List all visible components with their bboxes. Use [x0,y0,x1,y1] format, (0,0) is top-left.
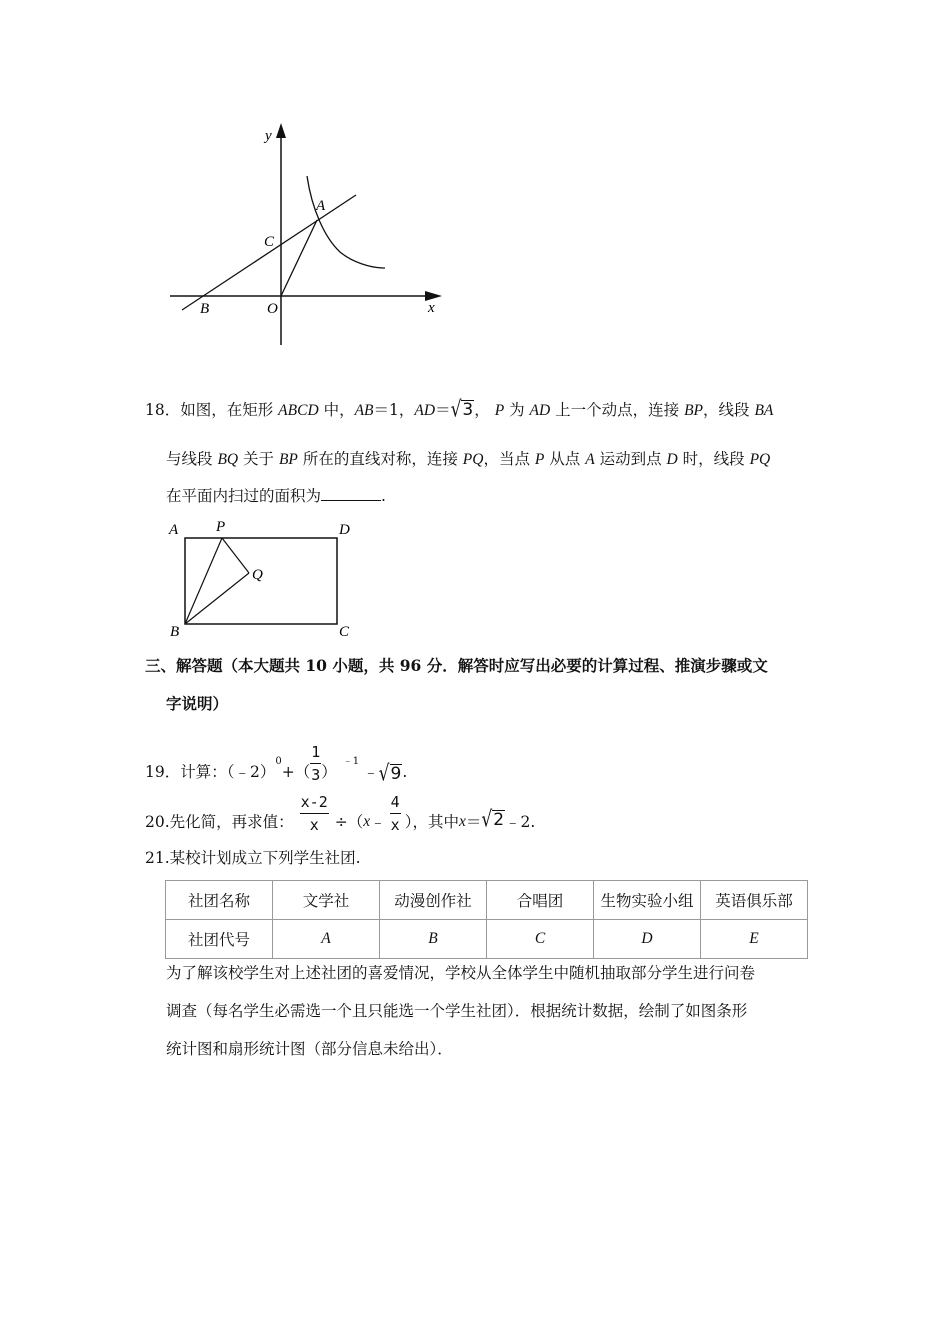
q21-para-line2: 调查（每名学生必需选一个且只能选一个学生社团）．根据统计数据，绘制了如图条形 [166,1002,748,1020]
q19: 19．计算：（﹣2） $^0$ +（ $\frac{1}{3}$ ） $^{﹣1}$ ﹣ √9 . [145,743,408,787]
segment-oa [281,220,317,296]
segment-bp [185,538,222,624]
label-a: A [169,522,179,538]
table-cell: 文学社 [273,881,380,920]
table-cell: 社团名称 [166,881,273,920]
q18-line2: 与线段 BQ 关于 BP 所在的直线对称，连接 PQ，当点 P 从点 A 运动到点 D 时，线段 PQ [166,450,771,468]
answer-blank[interactable] [321,486,381,501]
section-3-heading-cont: 字说明） [166,694,229,713]
sqrt-3: √3 [450,397,474,423]
sqrt-2: √2 [481,807,505,833]
table-cell: 合唱团 [487,881,594,920]
fraction-x-minus-2-over-x: $\frac{x-2}{x}$ [300,792,328,834]
table-row [166,920,808,959]
sqrt-9: √9 [378,761,402,787]
table-cell: 社团代号 [166,920,273,959]
label-c: C [264,234,275,250]
q21-para-line3: 统计图和扇形统计图（部分信息未给出）． [166,1040,453,1058]
q18-line3: 在平面内扫过的面积为 . [166,487,386,505]
q21-para-line1: 为了解该校学生对上述社团的喜爱情况，学校从全体学生中随机抽取部分学生进行问卷 [166,964,756,982]
fraction-one-third: $\frac{1}{3}$ [311,743,321,784]
coordinate-figure [160,120,460,355]
fraction-4-over-x: $\frac{4}{x}$ [390,792,400,834]
segment-pq [222,538,249,573]
segment-bq [185,573,249,624]
label-b: B [200,301,210,317]
table-cell: 英语俱乐部 [701,881,808,920]
label-c: C [339,624,350,640]
hyperbola-curve [307,176,385,268]
y-axis-arrow [276,123,286,138]
label-q: Q [252,567,263,583]
label-x: x [428,300,435,316]
section-3-heading: 三、解答题（本大题共 10 小题，共 96 分．解答时应写出必要的计算过程、推演步骤或文 [145,656,768,675]
label-a: A [316,198,326,214]
q18-line1: 18．如图，在矩形 ABCD 中，AB＝1，AD＝√3， P 为 AD 上一个动点，连接 BP，线段 BA [145,397,774,423]
table-cell: 动漫创作社 [380,881,487,920]
label-b: B [170,624,180,640]
label-y: y [265,128,272,144]
label-p: P [216,519,226,535]
table-cell: A [273,920,380,959]
clubs-table [165,880,808,959]
label-o: O [267,301,278,317]
table-row [166,881,808,920]
table-cell: C [487,920,594,959]
q21-intro: 21.某校计划成立下列学生社团. [145,849,361,867]
table-cell: B [380,920,487,959]
table-cell: E [701,920,808,959]
label-d: D [339,522,350,538]
rectangle-figure [160,515,360,645]
table-cell: D [594,920,701,959]
q20: 20.先化简，再求值： $\frac{x-2}{x}$ ÷（ x ﹣ $\frac{4}{x}$ ），其中 x ＝ √2 ﹣2. [145,792,536,834]
line-bca [182,195,356,310]
table-cell: 生物实验小组 [594,881,701,920]
